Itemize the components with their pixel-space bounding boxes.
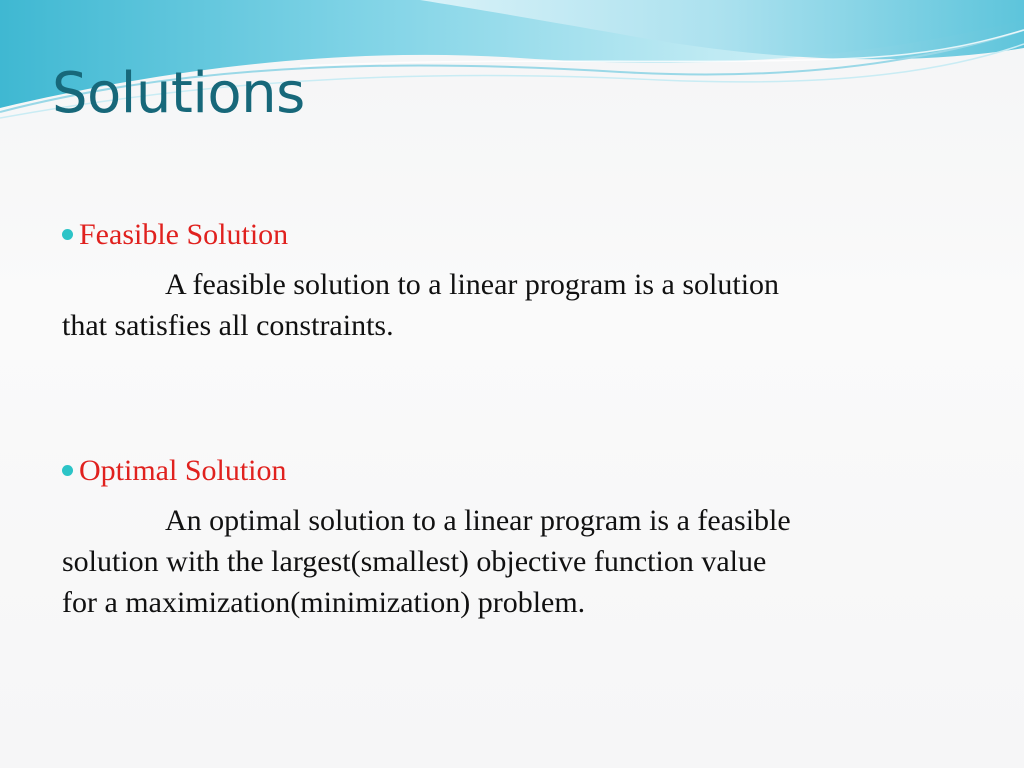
bullet-heading: Optimal Solution — [79, 454, 287, 487]
bullet-item-feasible-solution — [62, 216, 962, 346]
bullet-definition: A feasible solution to a linear program is a solution that satisfies all constraints. — [62, 268, 780, 342]
bullet-definition: An optimal solution to a linear program is a feasible solution with the largest(smallest) objective function value for a maximization(minimization) problem. — [62, 504, 791, 619]
slide-title: Solutions — [52, 61, 305, 126]
bullet-item-optimal-solution — [62, 452, 962, 623]
bullet-heading-row — [62, 452, 962, 490]
bullet-heading: Feasible Solution — [79, 218, 289, 251]
bullet-dot-icon — [62, 465, 73, 476]
bullet-dot-icon — [62, 229, 73, 240]
bullet-heading-row — [62, 216, 962, 254]
